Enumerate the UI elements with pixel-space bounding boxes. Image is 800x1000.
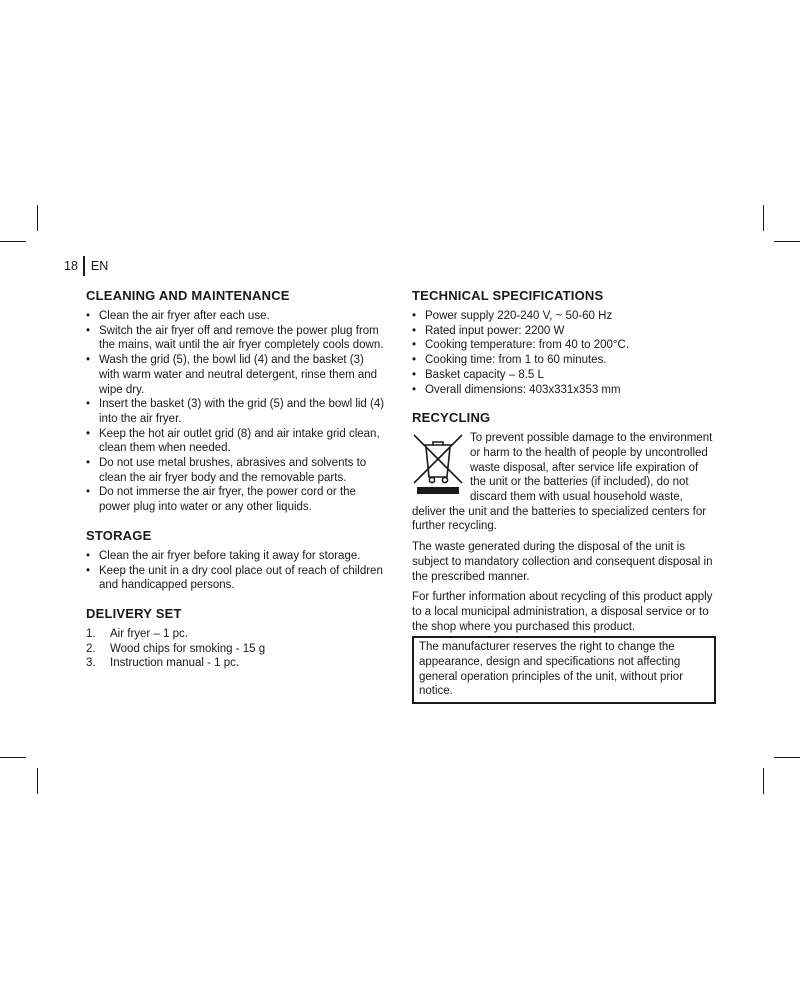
item-text: Instruction manual - 1 pc. [110, 657, 240, 670]
manufacturer-notice-box: The manufacturer reserves the right to change the appearance, design and specifications not affecting general operation principles of the unit, without prior notice. [412, 636, 716, 704]
recycling-heading: RECYCLING [412, 410, 491, 426]
specs-section [412, 287, 716, 397]
header-divider [83, 256, 85, 276]
list-item [86, 642, 386, 657]
list-item [86, 656, 386, 671]
list-item: • Do not immerse the air fryer, the power cord or the power plug into water or any other liquids. [86, 485, 386, 514]
cleaning-heading: CLEANING AND MAINTENANCE [86, 288, 290, 303]
list-item [86, 627, 386, 642]
list-item: • Switch the air fryer off and remove the power plug from the mains, wait until the air fryer completely cools down. [86, 324, 386, 353]
recycling-paragraph: For further information about recycling of this product apply to a local municipal administration, a disposal service or to the shop where you purchased this product. [412, 591, 713, 633]
page-header [64, 256, 108, 276]
crop-mark [774, 241, 800, 242]
recycling-body [412, 431, 716, 540]
storage-section [86, 527, 386, 593]
list-item: • Clean the air fryer before taking it away for storage. [86, 549, 386, 564]
list-item: • Wash the grid (5), the bowl lid (4) and the basket (3) with warm water and neutral detergent, rinse them and wipe dry. [86, 353, 386, 397]
item-text: Air fryer – 1 pc. [110, 627, 188, 640]
list-item: • Power supply 220-240 V, ~ 50-60 Hz [412, 309, 716, 324]
list-item: • Cooking temperature: from 40 to 200°C. [412, 338, 716, 353]
list-item: • Cooking time: from 1 to 60 minutes. [412, 353, 716, 368]
item-text: Wood chips for smoking - 15 g [110, 642, 266, 655]
crop-mark [37, 205, 38, 231]
language-code: EN [90, 259, 109, 273]
recycling-paragraph: To prevent possible damage to the environment or harm to the health of people by uncontrolled waste disposal, after service life expiration of the unit or the batteries (if included), do not discard them with usual household waste, deliver the unit and the batteries to specialized centers for further recycling. [412, 432, 713, 533]
page-number: 18 [64, 259, 78, 273]
list-item: • Insert the basket (3) with the grid (5) and the bowl lid (4) into the air fryer. [86, 397, 386, 426]
crop-mark [774, 757, 800, 758]
list-item: • Overall dimensions: 403x331x353 mm [412, 383, 716, 398]
delivery-section [86, 605, 386, 671]
storage-heading: STORAGE [86, 527, 152, 543]
storage-list [86, 549, 386, 593]
delivery-list [86, 627, 386, 671]
specs-heading: TECHNICAL SPECIFICATIONS [412, 288, 604, 303]
item-number: 2. [86, 642, 96, 655]
item-number: 3. [86, 657, 96, 670]
list-item: • Clean the air fryer after each use. [86, 309, 386, 324]
crop-mark [763, 205, 764, 231]
crop-mark [0, 241, 26, 242]
recycling-paragraph: The waste generated during the disposal of the unit is subject to mandatory collection and consequent disposal in the prescribed manner. [412, 541, 713, 583]
item-number: 1. [86, 627, 96, 640]
cleaning-list [86, 309, 386, 515]
list-item: • Rated input power: 2200 W [412, 324, 716, 339]
delivery-heading: DELIVERY SET [86, 605, 182, 621]
cleaning-section [86, 287, 386, 515]
left-column [86, 287, 386, 683]
list-item: • Do not use metal brushes, abrasives and solvents to clean the air fryer body and the removable parts. [86, 456, 386, 485]
crop-mark [763, 768, 764, 794]
crop-mark [0, 757, 26, 758]
crossed-out-wheelie-bin-icon [412, 433, 464, 495]
list-item: • Keep the unit in a dry cool place out of reach of children and handicapped persons. [86, 564, 386, 593]
specs-list [412, 309, 716, 397]
recycling-section [412, 409, 716, 634]
crop-mark [37, 768, 38, 794]
right-column [412, 287, 716, 704]
list-item: • Keep the hot air outlet grid (8) and air intake grid clean, clean them when needed. [86, 427, 386, 456]
list-item: • Basket capacity – 8.5 L [412, 368, 716, 383]
